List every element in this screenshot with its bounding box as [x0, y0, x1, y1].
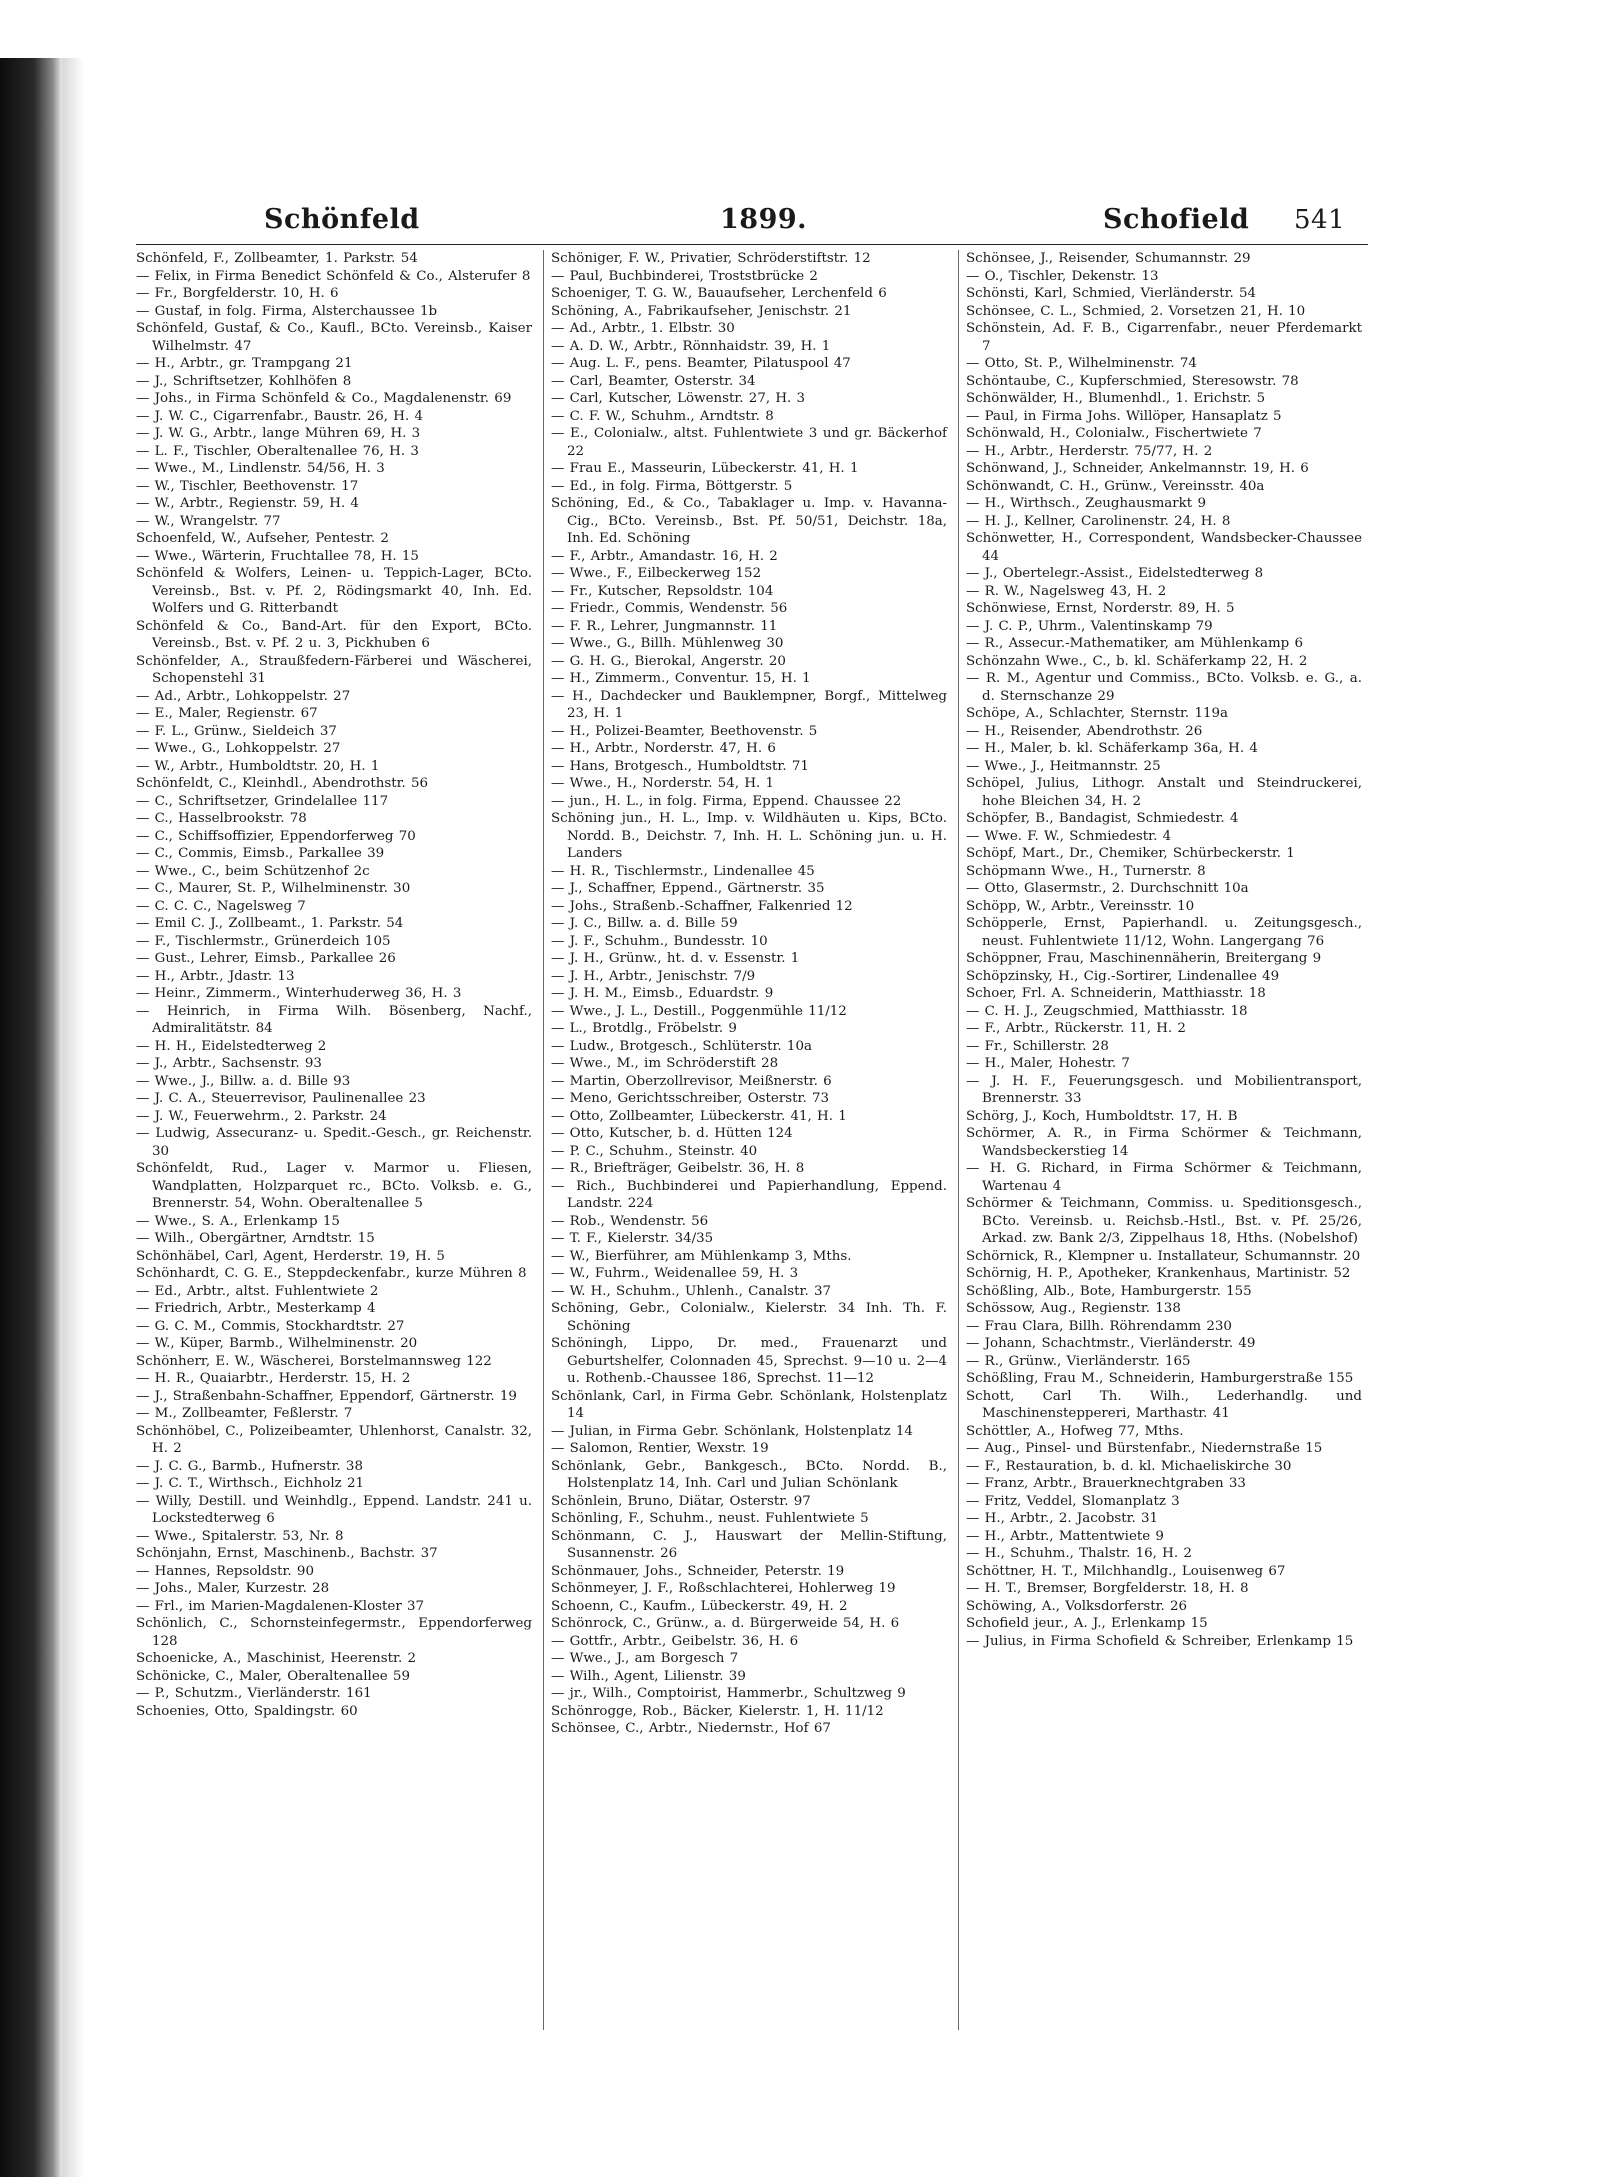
directory-entry: — Wwe., J., am Borgesch 7 [551, 1651, 739, 1666]
directory-entry: — Carl, Kutscher, Löwenstr. 27, H. 3 [551, 391, 806, 406]
directory-entry: Schöpel, Julius, Lithogr. Anstalt und Steindruckerei, hohe Bleichen 34, H. 2 [966, 776, 1362, 809]
directory-entry: — Ludw., Brotgesch., Schlüterstr. 10a [551, 1038, 812, 1054]
directory-entry: — Rich., Buchbinderei und Papierhandlung, Eppend. Landstr. 224 [551, 1178, 947, 1211]
directory-entry: Schöpf, Mart., Dr., Chemiker, Schürbeckerstr. 1 [966, 846, 1295, 861]
directory-entry: Schönling, F., Schuhm., neust. Fuhlentwiete 5 [551, 1511, 869, 1526]
directory-entry: Schoenfeld, W., Aufseher, Pentestr. 2 [136, 531, 389, 546]
directory-entry: — C. C. C., Nagelsweg 7 [136, 898, 306, 914]
directory-entry: — J., Schriftsetzer, Kohlhöfen 8 [136, 373, 352, 389]
directory-entry: — jr., Wilh., Comptoirist, Hammerbr., Schultzweg 9 [551, 1686, 906, 1701]
directory-entry: — Otto, Glasermstr., 2. Durchschnitt 10a [966, 881, 1249, 896]
directory-entry: Schönicke, C., Maler, Oberaltenallee 59 [136, 1668, 410, 1684]
directory-entry: Schönhäbel, Carl, Agent, Herderstr. 19, H. 5 [136, 1248, 445, 1264]
directory-entry: — F., Tischlermstr., Grünerdeich 105 [136, 933, 391, 949]
directory-entry: Schott, Carl Th. Wilh., Lederhandlg. und Maschinensteppereri, Marthastr. 41 [966, 1388, 1362, 1421]
directory-entry: Schoeniger, T. G. W., Bauaufseher, Lerchenfeld 6 [551, 286, 887, 301]
directory-entry: Schöpp, W., Arbtr., Vereinsstr. 10 [966, 898, 1195, 914]
directory-entry: Schöniger, F. W., Privatier, Schröderstiftstr. 12 [551, 251, 871, 266]
directory-entry: — J., Straßenbahn-Schaffner, Eppendorf, Gärtnerstr. 19 [136, 1388, 517, 1404]
directory-entry: — Ad., Arbtr., Lohkoppelstr. 27 [136, 688, 351, 704]
directory-entry: — Hans, Brotgesch., Humboldtstr. 71 [551, 758, 809, 774]
directory-entry: — Fr., Borgfelderstr. 10, H. 6 [136, 286, 339, 301]
directory-entry: — H., Arbtr., gr. Trampgang 21 [136, 356, 353, 371]
directory-entry: — Ed., Arbtr., altst. Fuhlentwiete 2 [136, 1283, 379, 1299]
directory-entry: — Wwe., F., Eilbeckerweg 152 [551, 566, 762, 581]
directory-entry: Schönwandt, C. H., Grünw., Vereinsstr. 40a [966, 478, 1265, 494]
directory-entry: — Wwe., M., im Schröderstift 28 [551, 1056, 779, 1071]
directory-entry: — H., Polizei-Beamter, Beethovenstr. 5 [551, 723, 818, 739]
directory-entry: — J. H. F., Feuerungsgesch. und Mobilientransport, Brennerstr. 33 [966, 1073, 1362, 1106]
directory-entry: Schörnig, H. P., Apotheker, Krankenhaus, Martinistr. 52 [966, 1266, 1351, 1281]
directory-entry: — W. H., Schuhm., Uhlenh., Canalstr. 37 [551, 1283, 832, 1299]
directory-entry: — W., Arbtr., Humboldtstr. 20, H. 1 [136, 758, 380, 774]
directory-column-2 [551, 250, 947, 1738]
directory-entry: — G. C. M., Commis, Stockhardtstr. 27 [136, 1318, 405, 1334]
directory-entry: — Emil C. J., Zollbeamt., 1. Parkstr. 54 [136, 916, 404, 931]
directory-entry: — H. R., Tischlermstr., Lindenallee 45 [551, 863, 815, 879]
directory-entry: — Johs., in Firma Schönfeld & Co., Magdalenenstr. 69 [136, 391, 512, 406]
directory-entry: — H., Schuhm., Thalstr. 16, H. 2 [966, 1546, 1192, 1561]
directory-entry: — F., Arbtr., Amandastr. 16, H. 2 [551, 548, 778, 564]
directory-entry: Schöpfer, B., Bandagist, Schmiedestr. 4 [966, 811, 1239, 826]
directory-entry: — H., Dachdecker und Bauklempner, Borgf., Mittelweg 23, H. 1 [551, 688, 947, 721]
directory-entry: — Julius, in Firma Schofield & Schreiber, Erlenkamp 15 [966, 1633, 1354, 1649]
directory-entry: — Wwe., Wärterin, Fruchtallee 78, H. 15 [136, 548, 419, 564]
running-head-year: 1899. [720, 204, 808, 235]
directory-entry: Schönsee, C. L., Schmied, 2. Vorsetzen 21, H. 10 [966, 303, 1306, 319]
directory-entry: — C., Schiffsoffizier, Eppendorferweg 70 [136, 828, 416, 844]
directory-entry: — W., Fuhrm., Weidenallee 59, H. 3 [551, 1266, 799, 1281]
directory-entry: — Paul, in Firma Johs. Willöper, Hansaplatz 5 [966, 408, 1282, 424]
directory-entry: Schönwetter, H., Correspondent, Wandsbecker-Chaussee 44 [966, 531, 1362, 564]
directory-entry: Schönwiese, Ernst, Norderstr. 89, H. 5 [966, 601, 1235, 616]
directory-entry: — C. H. J., Zeugschmied, Matthiasstr. 18 [966, 1003, 1248, 1019]
directory-entry: — H. G. Richard, in Firma Schörmer & Teichmann, Wartenau 4 [966, 1161, 1362, 1194]
directory-entry: — Wwe., J. L., Destill., Poggenmühle 11/12 [551, 1003, 847, 1019]
directory-entry: — Otto, Zollbeamter, Lübeckerstr. 41, H. 1 [551, 1108, 847, 1124]
directory-entry: — J. C. A., Steuerrevisor, Paulinenallee 23 [136, 1091, 426, 1106]
directory-entry: — Gust., Lehrer, Eimsb., Parkallee 26 [136, 951, 396, 966]
directory-entry: — R. W., Nagelsweg 43, H. 2 [966, 583, 1167, 599]
directory-entry: — E., Maler, Regienstr. 67 [136, 706, 318, 721]
directory-entry: — H. H., Eidelstedterweg 2 [136, 1038, 327, 1054]
directory-entry: Schönfeld & Wolfers, Leinen- u. Teppich-Lager, BCto. Vereinsb., Bst. v. Pf. 2, Rödingsmarkt 40, Inh. Ed. Wolfers und G. Ritterbandt [136, 566, 532, 616]
directory-entry: — W., Bierführer, am Mühlenkamp 3, Mths. [551, 1248, 852, 1264]
directory-entry: — J. C. T., Wirthsch., Eichholz 21 [136, 1476, 364, 1491]
directory-entry: — M., Zollbeamter, Feßlerstr. 7 [136, 1406, 353, 1421]
directory-entry: — Willy, Destill. und Weinhdlg., Eppend. Landstr. 241 u. Lockstedterweg 6 [136, 1493, 532, 1526]
directory-entry: Schönrock, C., Grünw., a. d. Bürgerweide 54, H. 6 [551, 1616, 900, 1631]
directory-entry: — Wilh., Agent, Lilienstr. 39 [551, 1668, 746, 1684]
directory-entry: — Friedrich, Arbtr., Mesterkamp 4 [136, 1301, 376, 1316]
directory-entry: — Wwe., G., Billh. Mühlenweg 30 [551, 636, 784, 651]
directory-entry: — A. D. W., Arbtr., Rönnhaidstr. 39, H. 1 [551, 338, 831, 354]
directory-entry: — C. F. W., Schuhm., Arndtstr. 8 [551, 408, 774, 424]
directory-entry: — F. R., Lehrer, Jungmannstr. 11 [551, 618, 778, 634]
directory-entry: Schöningh, Lippo, Dr. med., Frauenarzt und Geburtshelfer, Colonnaden 45, Sprechst. 9—10 u. 2—4 u. Rothenb.-Chaussee 186, Sprechst. 11—12 [551, 1336, 947, 1386]
directory-entry: — Julian, in Firma Gebr. Schönlank, Holstenplatz 14 [551, 1423, 913, 1439]
directory-entry: — Wilh., Obergärtner, Arndtstr. 15 [136, 1231, 375, 1246]
directory-page [136, 200, 1368, 2000]
directory-entry: — Johs., Straßenb.-Schaffner, Falkenried 12 [551, 898, 853, 914]
directory-entry: — Wwe., S. A., Erlenkamp 15 [136, 1213, 340, 1229]
directory-entry: Schönmann, C. J., Hauswart der Mellin-Stiftung, Susannenstr. 26 [551, 1528, 947, 1561]
directory-entry: Schönlank, Gebr., Bankgesch., BCto. Nordd. B., Holstenplatz 14, Inh. Carl und Julian Schönlank [551, 1458, 947, 1491]
directory-entry: — H., Arbtr., 2. Jacobstr. 31 [966, 1511, 1159, 1526]
directory-entry: Schönmeyer, J. F., Roßschlachterei, Hohlerweg 19 [551, 1581, 896, 1596]
directory-entry: — Gustaf, in folg. Firma, Alsterchaussee 1b [136, 303, 438, 319]
directory-entry: — Martin, Oberzollrevisor, Meißnerstr. 6 [551, 1073, 832, 1089]
directory-entry: — C., Schriftsetzer, Grindelallee 117 [136, 793, 389, 809]
directory-entry: Schößling, Frau M., Schneiderin, Hamburgerstraße 155 [966, 1371, 1354, 1386]
directory-entry: — J. C. P., Uhrm., Valentinskamp 79 [966, 618, 1213, 634]
directory-column-3 [966, 250, 1362, 1650]
directory-entry: — H., Arbtr., Jdastr. 13 [136, 968, 295, 984]
directory-entry: — Johann, Schachtmstr., Vierländerstr. 49 [966, 1336, 1256, 1351]
directory-entry: Schönherr, E. W., Wäscherei, Borstelmannsweg 122 [136, 1353, 492, 1369]
directory-entry: Schönsee, C., Arbtr., Niedernstr., Hof 67 [551, 1721, 831, 1736]
directory-entry: — Wwe., Spitalerstr. 53, Nr. 8 [136, 1528, 344, 1544]
directory-entry: Schöpperle, Ernst, Papierhandl. u. Zeitungsgesch., neust. Fuhlentwiete 11/12, Wohn. Langergang 76 [966, 916, 1362, 949]
directory-entry: — J., Schaffner, Eppend., Gärtnerstr. 35 [551, 881, 825, 896]
directory-entry: — P., Schutzm., Vierländerstr. 161 [136, 1686, 372, 1701]
directory-entry: Schörmer & Teichmann, Commiss. u. Speditionsgesch., BCto. Vereinsb. u. Reichsb.-Hstl., Bst. v. Pf. 25/26, Arkad. zw. Bank 2/3, Zippelhaus 18, Hths. (Nobelshof) [966, 1196, 1362, 1246]
directory-entry: Schöning jun., H. L., Imp. v. Wildhäuten u. Kips, BCto. Nordd. B., Deichstr. 7, Inh. H. L. Schöning jun. u. H. Landers [551, 811, 947, 861]
directory-entry: — H., Maler, b. kl. Schäferkamp 36a, H. 4 [966, 741, 1258, 756]
directory-entry: Schönhöbel, C., Polizeibeamter, Uhlenhorst, Canalstr. 32, H. 2 [136, 1423, 532, 1456]
directory-entry: Schöpe, A., Schlachter, Sternstr. 119a [966, 706, 1228, 721]
directory-entry: — Franz, Arbtr., Brauerknechtgraben 33 [966, 1476, 1246, 1491]
directory-entry: — J. H., Grünw., ht. d. v. Essenstr. 1 [551, 951, 800, 966]
directory-entry: Schönmauer, Johs., Schneider, Peterstr. 19 [551, 1563, 845, 1579]
directory-entry: Schöppner, Frau, Maschinennäherin, Breitergang 9 [966, 951, 1322, 966]
directory-entry: Schönsti, Karl, Schmied, Vierländerstr. 54 [966, 286, 1257, 301]
left-page-edge [0, 58, 62, 2177]
directory-entry: Schoenies, Otto, Spaldingstr. 60 [136, 1703, 358, 1719]
directory-entry: Schößling, Alb., Bote, Hamburgerstr. 155 [966, 1283, 1252, 1299]
header-rule [136, 244, 1368, 245]
directory-entry: — P. C., Schuhm., Steinstr. 40 [551, 1143, 758, 1159]
running-head-left: Schönfeld [264, 204, 420, 235]
directory-entry: — Ad., Arbtr., 1. Elbstr. 30 [551, 321, 735, 336]
directory-entry: — Johs., Maler, Kurzestr. 28 [136, 1581, 330, 1596]
directory-entry: Schönfeld & Co., Band-Art. für den Export, BCto. Vereinsb., Bst. v. Pf. 2 u. 3, Pickhuben 6 [136, 618, 532, 651]
directory-entry: Schöpmann Wwe., H., Turnerstr. 8 [966, 863, 1206, 879]
directory-entry: Schöttler, A., Hofweg 77, Mths. [966, 1423, 1184, 1439]
directory-entry: — Wwe., J., Billw. a. d. Bille 93 [136, 1073, 351, 1089]
directory-entry: — Ed., in folg. Firma, Böttgerstr. 5 [551, 478, 793, 494]
directory-entry: — Meno, Gerichtsschreiber, Osterstr. 73 [551, 1091, 829, 1106]
directory-entry: — Wwe., H., Norderstr. 54, H. 1 [551, 776, 775, 791]
directory-entry: Schönlich, C., Schornsteinfegermstr., Eppendorferweg 128 [136, 1616, 532, 1649]
directory-entry: — J., Arbtr., Sachsenstr. 93 [136, 1056, 322, 1071]
directory-entry: — Paul, Buchbinderei, Troststbrücke 2 [551, 268, 818, 284]
directory-entry: — J. W. G., Arbtr., lange Mühren 69, H. 3 [136, 426, 421, 441]
directory-entry: — J. H., Arbtr., Jenischstr. 7/9 [551, 968, 756, 984]
directory-entry: — H., Arbtr., Mattentwiete 9 [966, 1528, 1164, 1544]
directory-entry: — Rob., Wendenstr. 56 [551, 1213, 709, 1229]
directory-entry: Schönhardt, C. G. E., Steppdeckenfabr., kurze Mühren 8 [136, 1266, 527, 1281]
directory-entry: — Salomon, Rentier, Wexstr. 19 [551, 1441, 769, 1456]
directory-entry: — R., Briefträger, Geibelstr. 36, H. 8 [551, 1161, 805, 1176]
directory-entry: — jun., H. L., in folg. Firma, Eppend. Chaussee 22 [551, 793, 902, 809]
directory-entry: — C., Commis, Eimsb., Parkallee 39 [136, 846, 385, 861]
column-divider [543, 250, 544, 2030]
directory-entry: — W., Arbtr., Regienstr. 59, H. 4 [136, 496, 359, 511]
directory-entry: — Frl., im Marien-Magdalenen-Kloster 37 [136, 1598, 425, 1614]
directory-entry: Schönwald, H., Colonialw., Fischertwiete 7 [966, 426, 1262, 441]
directory-entry: — L. F., Tischler, Oberaltenallee 76, H. 3 [136, 443, 419, 459]
directory-entry: — Carl, Beamter, Osterstr. 34 [551, 373, 756, 389]
directory-entry: — Frau Clara, Billh. Röhrendamm 230 [966, 1318, 1232, 1334]
directory-entry: Schoenn, C., Kaufm., Lübeckerstr. 49, H. 2 [551, 1598, 848, 1614]
directory-entry: — Wwe., G., Lohkoppelstr. 27 [136, 741, 341, 756]
directory-entry: Schönstein, Ad. F. B., Cigarrenfabr., neuer Pferdemarkt 7 [966, 321, 1362, 354]
directory-entry: — Wwe., C., beim Schützenhof 2c [136, 863, 370, 879]
directory-entry: Schoer, Frl. A. Schneiderin, Matthiasstr. 18 [966, 986, 1266, 1001]
directory-entry: Schönwälder, H., Blumenhdl., 1. Erichstr. 5 [966, 391, 1266, 406]
directory-entry: Schönzahn Wwe., C., b. kl. Schäferkamp 22, H. 2 [966, 653, 1308, 669]
directory-entry: — C., Maurer, St. P., Wilhelminenstr. 30 [136, 881, 411, 896]
column-divider [958, 250, 959, 2030]
directory-entry: Schönfeldt, Rud., Lager v. Marmor u. Fliesen, Wandplatten, Holzparquet rc., BCto. Volksb. e. G., Brennerstr. 54, Wohn. Oberaltenallee 5 [136, 1161, 532, 1211]
directory-entry: — J. F., Schuhm., Bundesstr. 10 [551, 933, 768, 949]
directory-entry: — Fritz, Veddel, Slomanplatz 3 [966, 1493, 1180, 1509]
directory-entry: — H. R., Quaiarbtr., Herderstr. 15, H. 2 [136, 1371, 411, 1386]
directory-entry: — J. C., Billw. a. d. Bille 59 [551, 916, 738, 931]
directory-entry: — H., Wirthsch., Zeughausmarkt 9 [966, 496, 1206, 511]
directory-entry: Schönlank, Carl, in Firma Gebr. Schönlank, Holstenplatz 14 [551, 1388, 947, 1421]
page-number: 541 [1294, 205, 1346, 235]
directory-entry: Schönfeldt, C., Kleinhdl., Abendrothstr. 56 [136, 776, 429, 791]
directory-entry: Schörg, J., Koch, Humboldtstr. 17, H. B [966, 1108, 1238, 1124]
directory-entry: — Aug., Pinsel- und Bürstenfabr., Niedernstraße 15 [966, 1441, 1323, 1456]
directory-entry: — H., Zimmerm., Conventur. 15, H. 1 [551, 671, 811, 686]
directory-entry: — R., Grünw., Vierländerstr. 165 [966, 1353, 1191, 1369]
directory-entry: Schönfeld, Gustaf, & Co., Kaufl., BCto. Vereinsb., Kaiser Wilhelmstr. 47 [136, 321, 532, 354]
directory-entry: — Wwe., M., Lindlenstr. 54/56, H. 3 [136, 461, 385, 476]
directory-entry: — H., Arbtr., Norderstr. 47, H. 6 [551, 741, 776, 756]
directory-entry: — Ludwig, Assecuranz- u. Spedit.-Gesch., gr. Reichenstr. 30 [136, 1126, 532, 1159]
directory-entry: — W., Küper, Barmb., Wilhelminenstr. 20 [136, 1336, 418, 1351]
directory-entry: — W., Wrangelstr. 77 [136, 513, 281, 529]
directory-entry: — F., Arbtr., Rückerstr. 11, H. 2 [966, 1021, 1186, 1036]
directory-entry: Schönfeld, F., Zollbeamter, 1. Parkstr. 54 [136, 251, 418, 266]
directory-entry: — C., Hasselbrookstr. 78 [136, 811, 307, 826]
directory-entry: — Wwe. F. W., Schmiedestr. 4 [966, 828, 1172, 844]
directory-entry: — Friedr., Commis, Wendenstr. 56 [551, 601, 788, 616]
directory-entry: — Fr., Kutscher, Repsoldstr. 104 [551, 583, 774, 599]
directory-entry: Schörmer, A. R., in Firma Schörmer & Teichmann, Wandsbeckerstieg 14 [966, 1126, 1362, 1159]
directory-entry: — Hannes, Repsoldstr. 90 [136, 1563, 314, 1579]
directory-entry: — Frau E., Masseurin, Lübeckerstr. 41, H. 1 [551, 461, 859, 476]
directory-entry: — Aug. L. F., pens. Beamter, Pilatuspool 47 [551, 356, 851, 371]
directory-entry: — L., Brotdlg., Fröbelstr. 9 [551, 1021, 737, 1036]
directory-entry: Schöning, Ed., & Co., Tabaklager u. Imp. v. Havanna-Cig., BCto. Vereinsb., Bst. Pf. 50/51, Deichstr. 18a, Inh. Ed. Schöning [551, 496, 947, 546]
directory-entry: — R., Assecur.-Mathematiker, am Mühlenkamp 6 [966, 636, 1303, 651]
directory-entry: — H., Arbtr., Herderstr. 75/77, H. 2 [966, 443, 1213, 459]
directory-entry: — Heinrich, in Firma Wilh. Bösenberg, Nachf., Admiralitätstr. 84 [136, 1003, 532, 1036]
directory-entry: — F., Restauration, b. d. kl. Michaeliskirche 30 [966, 1458, 1292, 1474]
directory-entry: — Wwe., J., Heitmannstr. 25 [966, 758, 1161, 774]
directory-entry: Schönfelder, A., Straußfedern-Färberei und Wäscherei, Schopenstehl 31 [136, 653, 532, 686]
directory-entry: Schönwand, J., Schneider, Ankelmannstr. 19, H. 6 [966, 461, 1309, 476]
directory-entry: — J. W. C., Cigarrenfabr., Baustr. 26, H. 4 [136, 408, 424, 424]
running-head-right: Schofield [1103, 204, 1250, 235]
directory-entry: — Fr., Schillerstr. 28 [966, 1038, 1109, 1054]
directory-entry: — J. H. M., Eimsb., Eduardstr. 9 [551, 986, 774, 1001]
directory-entry: Schöttner, H. T., Milchhandlg., Louisenweg 67 [966, 1563, 1286, 1579]
directory-entry: Schönjahn, Ernst, Maschinenb., Bachstr. 37 [136, 1546, 438, 1561]
directory-entry: — H., Reisender, Abendrothstr. 26 [966, 723, 1203, 739]
page-gutter-shadow [62, 58, 84, 2177]
directory-entry: — O., Tischler, Dekenstr. 13 [966, 268, 1159, 284]
directory-entry: — Otto, St. P., Wilhelminenstr. 74 [966, 356, 1197, 371]
directory-entry: — W., Tischler, Beethovenstr. 17 [136, 478, 359, 494]
directory-entry: — Heinr., Zimmerm., Winterhuderweg 36, H. 3 [136, 986, 462, 1001]
directory-entry: — H. J., Kellner, Carolinenstr. 24, H. 8 [966, 513, 1231, 529]
directory-entry: Schöntaube, C., Kupferschmied, Steresowstr. 78 [966, 373, 1299, 389]
directory-entry: Schössow, Aug., Regienstr. 138 [966, 1301, 1181, 1316]
directory-entry: — J., Obertelegr.-Assist., Eidelstedterweg 8 [966, 566, 1264, 581]
directory-entry: Schörnick, R., Klempner u. Installateur, Schumannstr. 20 [966, 1248, 1361, 1264]
directory-entry: — J. W., Feuerwehrm., 2. Parkstr. 24 [136, 1108, 387, 1124]
directory-entry: Schofield jeur., A. J., Erlenkamp 15 [966, 1616, 1208, 1631]
directory-entry: Schöwing, A., Volksdorferstr. 26 [966, 1598, 1188, 1614]
directory-entry: Schönsee, J., Reisender, Schumannstr. 29 [966, 251, 1251, 266]
directory-entry: Schöning, Gebr., Colonialw., Kielerstr. 34 Inh. Th. F. Schöning [551, 1301, 947, 1334]
directory-entry: Schönlein, Bruno, Diätar, Osterstr. 97 [551, 1493, 811, 1509]
directory-entry: — H., Maler, Hohestr. 7 [966, 1056, 1130, 1071]
directory-entry: Schoenicke, A., Maschinist, Heerenstr. 2 [136, 1651, 417, 1666]
directory-entry: Schöning, A., Fabrikaufseher, Jenischstr. 21 [551, 303, 852, 319]
directory-entry: Schönrogge, Rob., Bäcker, Kielerstr. 1, H. 11/12 [551, 1703, 884, 1719]
directory-entry: — T. F., Kielerstr. 34/35 [551, 1231, 714, 1246]
directory-entry: — Gottfr., Arbtr., Geibelstr. 36, H. 6 [551, 1633, 799, 1649]
directory-entry: — Felix, in Firma Benedict Schönfeld & Co., Alsterufer 8 [136, 268, 531, 284]
directory-column-1 [136, 250, 532, 1720]
directory-entry: — Otto, Kutscher, b. d. Hütten 124 [551, 1126, 793, 1141]
directory-entry: — H. T., Bremser, Borgfelderstr. 18, H. 8 [966, 1581, 1249, 1596]
directory-entry: — R. M., Agentur und Commiss., BCto. Volksb. e. G., a. d. Sternschanze 29 [966, 671, 1362, 704]
directory-entry: — G. H. G., Bierokal, Angerstr. 20 [551, 653, 786, 669]
directory-entry: — E., Colonialw., altst. Fuhlentwiete 3 und gr. Bäckerhof 22 [551, 426, 947, 459]
directory-entry: — J. C. G., Barmb., Hufnerstr. 38 [136, 1458, 363, 1474]
directory-entry: — F. L., Grünw., Sieldeich 37 [136, 723, 337, 739]
directory-entry: Schöpzinsky, H., Cig.-Sortirer, Lindenallee 49 [966, 968, 1280, 984]
